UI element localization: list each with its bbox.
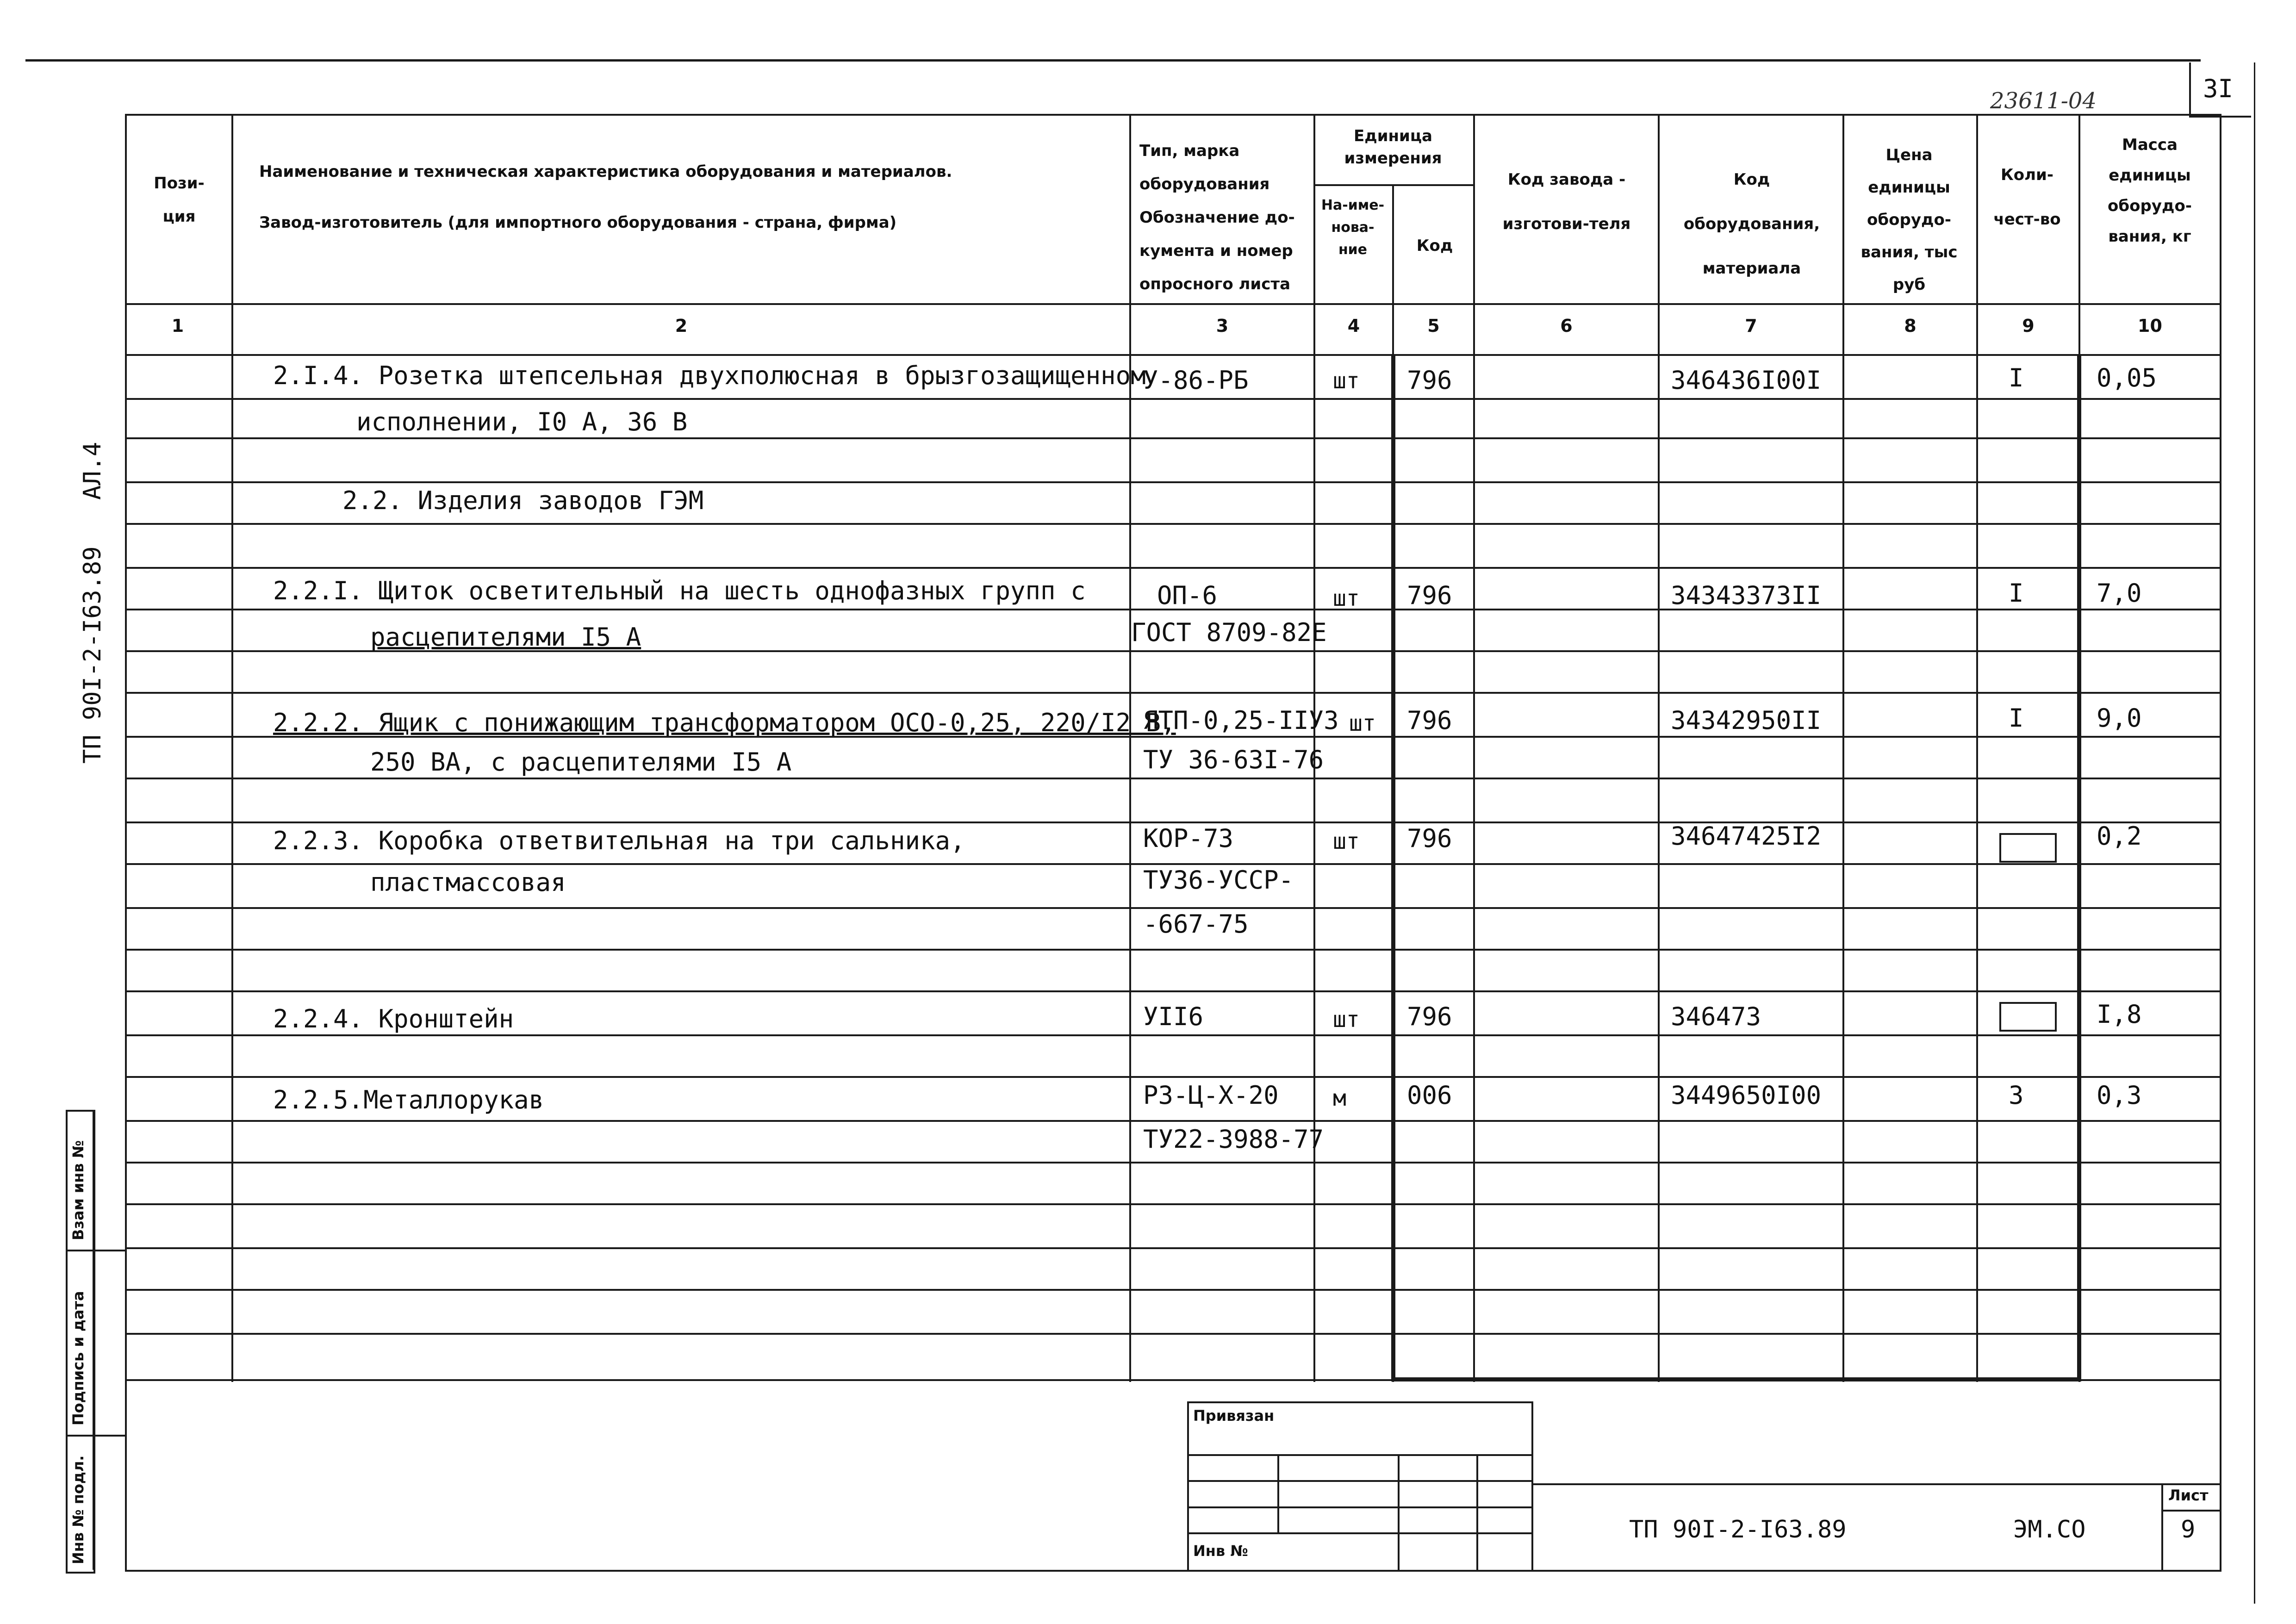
- stamp-inv-no: Инв №: [1193, 1542, 1248, 1560]
- header-price: Цена единицы оборудо-вания, тыс руб: [1860, 146, 1958, 294]
- row-2-2-5-equip-code: 3449650I00: [1671, 1081, 1822, 1110]
- row-2-2-5-mass: 0,3: [2097, 1081, 2142, 1110]
- header-position: Пози-ция: [154, 174, 205, 226]
- row-2-2-3-equip-code: 34647425I2: [1671, 821, 1822, 851]
- side-stamp-vzam-inv: Взам инв №: [69, 1140, 87, 1240]
- header-name-line1: Наименование и техническая характеристика оборудования и материалов.: [259, 162, 952, 181]
- header-manufacturer-code: Код завода - изготови-теля: [1502, 170, 1631, 233]
- row-2-1-4-equip-code: 346436I00I: [1671, 366, 1822, 395]
- row-2-2-1-type-cont: ГОСТ 8709-82Е: [1131, 618, 1327, 647]
- row-2-2-3-qty-box: [1999, 833, 2057, 863]
- header-unit-code: Код: [1416, 236, 1453, 255]
- stamp-sheet-number: 9: [2181, 1516, 2196, 1543]
- row-2-2-2-mass: 9,0: [2097, 703, 2142, 733]
- col-num-10: 10: [2138, 316, 2162, 336]
- col-num-2: 2: [675, 316, 688, 336]
- row-2-2-3-mass: 0,2: [2097, 821, 2142, 851]
- row-2-2-4-unit-code: 796: [1407, 1002, 1452, 1031]
- row-2-2-3-type-cont2: -667-75: [1143, 909, 1249, 939]
- stamp-doc-code: ТП 90I-2-I63.89: [1629, 1516, 1847, 1543]
- row-2-1-4-unit: шт: [1333, 368, 1360, 394]
- header-name-line2: Завод-изготовитель (для импортного оборудования - страна, фирма): [259, 213, 897, 232]
- row-2-2-2-qty: I: [2009, 703, 2024, 733]
- left-margin-album: АЛ.4: [79, 442, 106, 500]
- row-2-2-1-type: ОП-6: [1157, 581, 1218, 610]
- row-2-2-2-name-cont: 250 ВА, с расцепителями I5 А: [370, 747, 792, 777]
- header-type: Тип, марка оборудования Обозначение до-кумента и номер опросного листа: [1139, 142, 1295, 293]
- row-2-1-4-qty: I: [2009, 363, 2024, 392]
- row-2-2-3-type: КОР-73: [1143, 824, 1234, 853]
- col-num-5: 5: [1427, 316, 1440, 336]
- row-2-2-3-unit-code: 796: [1407, 824, 1452, 853]
- row-2-2-4-unit: шт: [1333, 1007, 1360, 1033]
- row-2-2-5-type: Р3-Ц-Х-20: [1143, 1081, 1279, 1110]
- row-2-2-4-mass: I,8: [2097, 1000, 2142, 1029]
- col-num-8: 8: [1904, 316, 1916, 336]
- col-num-4: 4: [1347, 316, 1360, 336]
- header-mass: Масса единицы оборудо-вания, кг: [2108, 136, 2192, 246]
- handwritten-code: 23611-04: [1990, 88, 2097, 114]
- row-2-2-4-qty-box: [1999, 1002, 2057, 1032]
- row-2-2-5-unit-code: 006: [1407, 1081, 1452, 1110]
- top-rule: [25, 59, 2201, 62]
- row-2-2-4-equip-code: 346473: [1671, 1002, 1761, 1031]
- left-margin-doc: ТП 90I-2-I63.89: [79, 546, 106, 764]
- row-2-1-4-name: 2.I.4. Розетка штепсельная двухполюсная в брызгозащищенном: [273, 361, 1146, 390]
- row-2-2-5-unit: м: [1333, 1085, 1346, 1111]
- row-2-2-1-qty: I: [2009, 579, 2024, 608]
- stamp-privyazan: Привязан: [1193, 1407, 1275, 1425]
- row-2-2-2-unit-code: 796: [1407, 706, 1452, 735]
- row-2-2-4-name: 2.2.4. Кронштейн: [273, 1004, 514, 1033]
- header-unit-name: На-име-нова-ние: [1321, 197, 1385, 258]
- page-number: 3I: [2203, 74, 2234, 103]
- row-2-2-1-mass: 7,0: [2097, 579, 2142, 608]
- side-stamp-podpis-data: Подпись и дата: [69, 1291, 87, 1425]
- row-2-2-5-name: 2.2.5.Металлорукав: [273, 1085, 544, 1114]
- row-2-2-1-equip-code: 34343373II: [1671, 581, 1822, 610]
- row-2-2-2-name: 2.2.2. Ящик с понижающим трансформатором ОСО-0,25, 220/I2 В,: [273, 708, 1176, 737]
- row-2-1-4-mass: 0,05: [2097, 363, 2157, 392]
- header-unit: Единица измерения: [1344, 127, 1442, 168]
- col-num-3: 3: [1216, 316, 1229, 336]
- header-quantity: Коли-чест-во: [1993, 166, 2061, 229]
- row-2-2-3-name-cont: пластмассовая: [370, 868, 566, 897]
- row-2-2-1-name: 2.2.I. Щиток осветительный на шесть однофазных групп с: [273, 576, 1086, 605]
- row-2-1-4-name-cont: исполнении, I0 А, 36 В: [356, 407, 688, 436]
- col-num-6: 6: [1560, 316, 1573, 336]
- row-2-2-1-unit: шт: [1333, 585, 1360, 611]
- row-2-2-1-name-cont: расцепителями I5 А: [370, 622, 641, 652]
- row-2-2-2-unit: шт: [1349, 710, 1376, 736]
- stamp-sheet-label: Лист: [2168, 1487, 2209, 1504]
- stamp-mark: ЭМ.СО: [2013, 1516, 2086, 1543]
- row-2-1-4-type: У-86-РБ: [1143, 366, 1249, 395]
- header-equipment-code: Код оборудования, материала: [1683, 170, 1820, 278]
- row-2-2-2-type: ЯТП-0,25-IIУ3: [1143, 706, 1339, 735]
- row-2-2-5-qty: 3: [2009, 1081, 2024, 1110]
- row-2-1-4-unit-code: 796: [1407, 366, 1452, 395]
- col-num-7: 7: [1745, 316, 1757, 336]
- col-num-9: 9: [2022, 316, 2035, 336]
- row-2-2-2-type-cont: ТУ 36-63I-76: [1143, 745, 1324, 774]
- col-num-1: 1: [171, 316, 184, 336]
- row-2-2-3-type-cont: ТУ36-УССР-: [1143, 865, 1294, 895]
- section-2-2-title: 2.2. Изделия заводов ГЭМ: [342, 486, 704, 515]
- row-2-2-1-unit-code: 796: [1407, 581, 1452, 610]
- side-stamp-inv-podl: Инв № подл.: [69, 1455, 87, 1564]
- row-2-2-5-type-cont: ТУ22-3988-77: [1143, 1125, 1324, 1154]
- right-edge-line: [2254, 62, 2255, 1604]
- row-2-2-3-name: 2.2.3. Коробка ответвительная на три сальника,: [273, 826, 965, 855]
- row-2-2-2-equip-code: 34342950II: [1671, 706, 1822, 735]
- row-2-2-3-unit: шт: [1333, 828, 1360, 854]
- row-2-2-4-type: УII6: [1143, 1002, 1204, 1031]
